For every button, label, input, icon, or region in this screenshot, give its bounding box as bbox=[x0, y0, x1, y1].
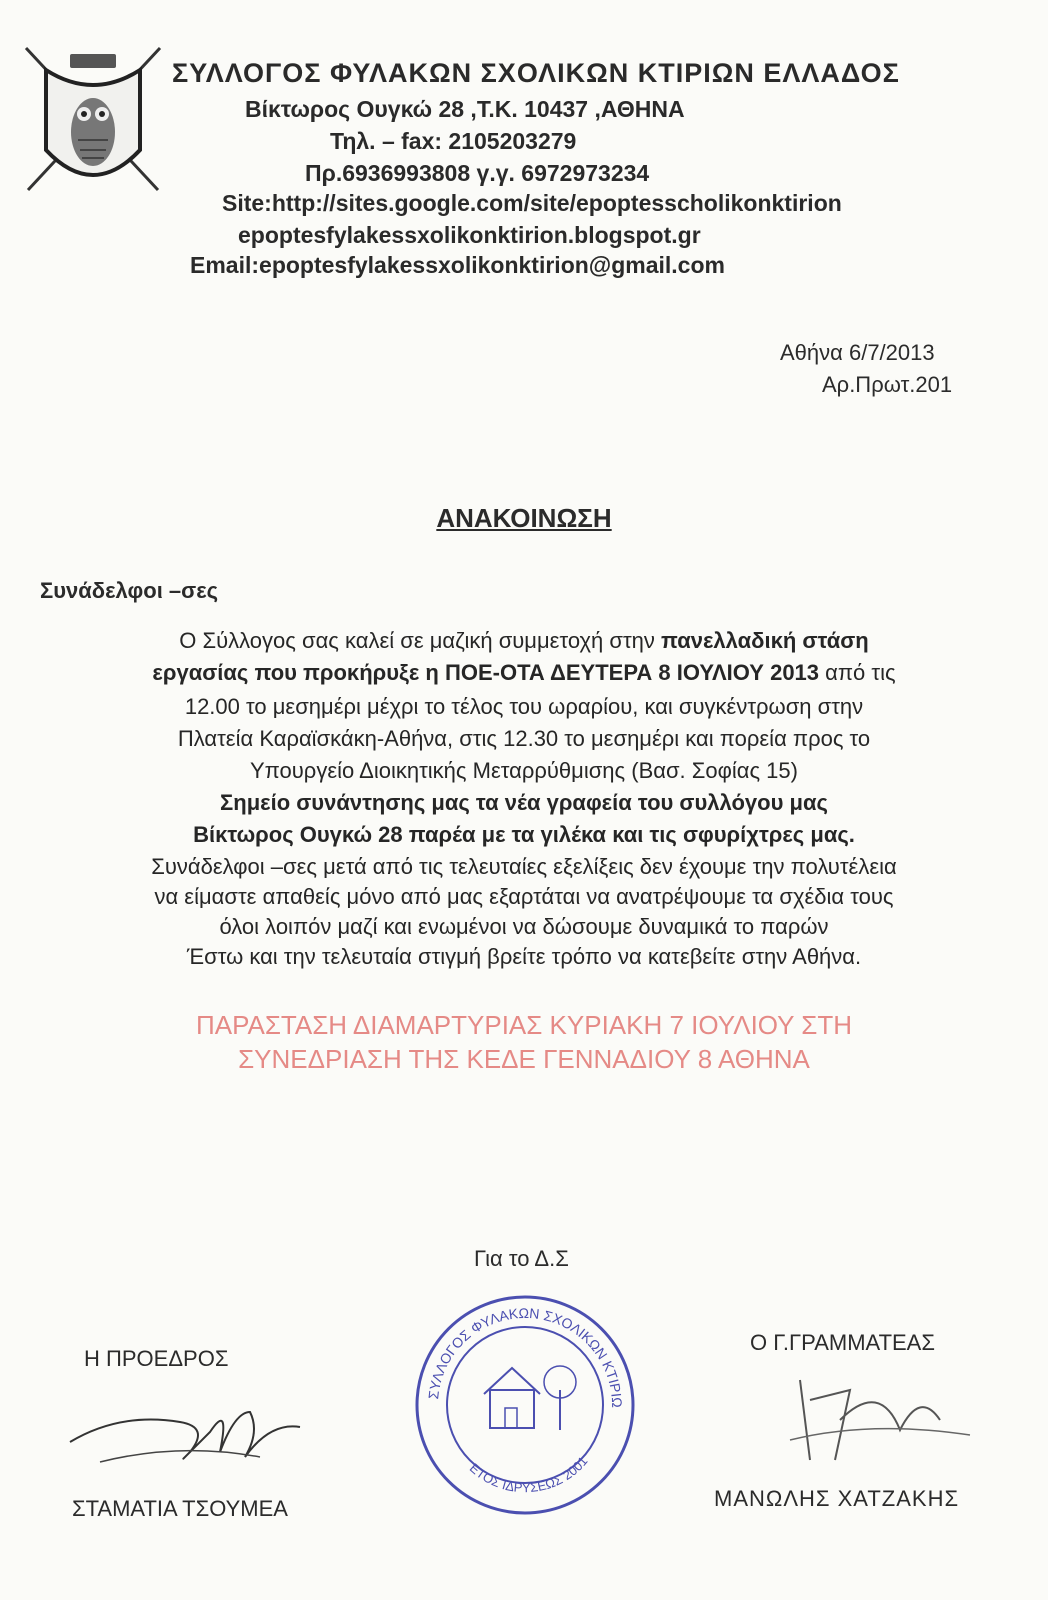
org-logo bbox=[18, 40, 168, 200]
document-title: ΑΝΑΚΟΙΝΩΣΗ bbox=[436, 503, 612, 533]
body-line-9: να είμαστε απαθείς μόνο από μας εξαρτάται να ανατρέψουμε τα σχέδια τους bbox=[154, 884, 894, 909]
body-text-bold: εργασίας που προκήρυξε η ΠΟΕ-ΟΤΑ ΔΕΥΤΕΡΑ 8 ΙΟΥΛΙΟΥ 2013 bbox=[152, 660, 820, 685]
body-line-1 bbox=[0, 628, 1048, 654]
body-line-4: Πλατεία Καραϊσκάκη-Αθήνα, στις 12.30 το μεσημέρι και πορεία προς το bbox=[177, 726, 871, 751]
org-blog: epoptesfylakessxolikonktirion.blogspot.gr bbox=[238, 222, 701, 248]
protest-notice-line-1: ΠΑΡΑΣΤΑΣΗ ΔΙΑΜΑΡΤΥΡΙΑΣ ΚΥΡΙΑΚΗ 7 ΙΟΥΛΙΟΥ ΣΤΗ bbox=[195, 1010, 853, 1040]
body-line-5: Υπουργείο Διοικητικής Μεταρρύθμισης (Βασ. Σοφίας 15) bbox=[250, 758, 798, 783]
secretary-name: ΜΑΝΩΛΗΣ ΧΑΤΖΑΚΗΣ bbox=[714, 1486, 960, 1511]
secretary-role: Ο Γ.ΓΡΑΜΜΑΤΕΑΣ bbox=[750, 1330, 935, 1355]
president-role: Η ΠΡΟΕΔΡΟΣ bbox=[84, 1346, 229, 1371]
body-line-2 bbox=[0, 660, 1048, 686]
body-line-8: Συνάδελφοι –σες μετά από τις τελευταίες εξελίξεις δεν έχουμε την πολυτέλεια bbox=[151, 854, 897, 879]
org-name: ΣΥΛΛΟΓΟΣ ΦΥΛΑΚΩΝ ΣΧΟΛΙΚΩΝ ΚΤΙΡΙΩΝ ΕΛΛΑΔΟΣ bbox=[172, 58, 900, 88]
body-line-10: όλοι λοιπόν μαζί και ενωμένοι να δώσουμε δυναμικά το παρών bbox=[219, 914, 829, 939]
body-text: από τις bbox=[819, 660, 896, 685]
org-email: Email:epoptesfylakessxolikonktirion@gmail.com bbox=[190, 252, 725, 278]
protest-notice-line-2: ΣΥΝΕΔΡΙΑΣΗ ΤΗΣ ΚΕΔΕ ΓΕΝΝΑΔΙΟΥ 8 ΑΘΗΝΑ bbox=[238, 1044, 810, 1074]
org-mobiles: Πρ.6936993808 γ.γ. 6972973234 bbox=[305, 160, 650, 186]
association-stamp bbox=[410, 1290, 640, 1520]
org-address: Βίκτωρος Ουγκώ 28 ,Τ.Κ. 10437 ,ΑΘΗΝΑ bbox=[245, 96, 685, 122]
president-signature bbox=[60, 1372, 320, 1482]
for-board-label: Για το Δ.Σ bbox=[474, 1246, 569, 1271]
secretary-signature bbox=[780, 1360, 980, 1470]
protocol-number: Αρ.Πρωτ.201 bbox=[822, 372, 953, 397]
president-name: ΣΤΑΜΑΤΙΑ ΤΣΟΥΜΕΑ bbox=[72, 1496, 288, 1521]
body-line-3: 12.00 το μεσημέρι μέχρι το τέλος του ωραρίου, και συγκέντρωση στην bbox=[184, 694, 864, 719]
salutation: Συνάδελφοι –σες bbox=[40, 578, 219, 603]
body-text-bold: πανελλαδική στάση bbox=[661, 628, 869, 653]
org-phone-fax: Τηλ. – fax: 2105203279 bbox=[330, 128, 577, 154]
stamp-ring-text: ΣΥΛΛΟΓΟΣ ΦΥΛΑΚΩΝ ΣΧΟΛΙΚΩΝ ΚΤΙΡΙΩ bbox=[425, 1304, 626, 1408]
org-website: Site:http://sites.google.com/site/epoptesscholikonktirion bbox=[222, 190, 842, 216]
body-line-11: Έστω και την τελευταία στιγμή βρείτε τρόπο να κατεβείτε στην Αθήνα. bbox=[186, 944, 862, 969]
body-line-7: Βίκτωρος Ουγκώ 28 παρέα με τα γιλέκα και τις σφυρίχτρες μας. bbox=[193, 822, 855, 847]
body-text: Ο Σύλλογος σας καλεί σε μαζική συμμετοχή στην bbox=[179, 628, 661, 653]
stamp-founded-text: ΕΤΟΣ ΙΔΡΥΣΕΩΣ 2001 bbox=[466, 1453, 591, 1496]
body-line-6: Σημείο συνάντησης μας τα νέα γραφεία του συλλόγου μας bbox=[220, 790, 828, 815]
document-date: Αθήνα 6/7/2013 bbox=[780, 340, 935, 365]
